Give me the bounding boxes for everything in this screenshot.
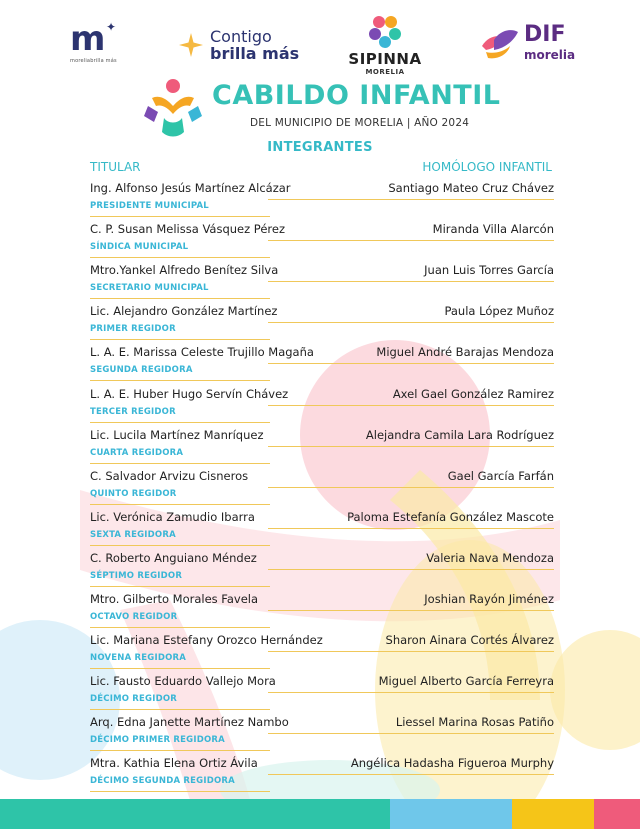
sipinna-flower-icon — [367, 14, 403, 48]
titular-name: C. Salvador Arvizu Cisneros — [90, 468, 249, 483]
sipinna-logo — [350, 14, 420, 76]
member-row — [0, 633, 640, 674]
cargo-label: TERCER REGIDOR — [90, 406, 176, 417]
titular-name: C. P. Susan Melissa Vásquez Pérez — [90, 222, 285, 237]
divider-line — [90, 586, 270, 587]
member-row — [0, 304, 640, 345]
cargo-label: NOVENA REGIDORA — [90, 653, 187, 664]
dif-line2: morelia — [524, 48, 576, 62]
morelia-logo — [70, 19, 117, 64]
divider-line — [90, 380, 270, 381]
divider-line — [268, 199, 554, 200]
divider-line — [90, 627, 270, 628]
morelia-mark: m — [70, 19, 106, 59]
titular-name: Ing. Alfonso Jesús Martínez Alcázar — [90, 181, 291, 195]
divider-line — [90, 545, 270, 546]
cargo-label: QUINTO REGIDOR — [90, 488, 177, 499]
divider-line — [268, 322, 554, 323]
member-row — [0, 181, 640, 222]
member-row — [0, 222, 640, 263]
member-row — [0, 510, 640, 551]
member-row — [0, 428, 640, 469]
homologo-name: Paula López Muñoz — [444, 304, 554, 319]
homologo-name: Santiago Mateo Cruz Chávez — [388, 181, 554, 195]
divider-line — [268, 281, 554, 282]
cargo-label: SÉPTIMO REGIDOR — [90, 570, 183, 581]
divider-line — [90, 463, 270, 464]
title-block — [140, 74, 500, 144]
footer-segment-yellow — [512, 799, 594, 829]
homologo-name: Alejandra Camila Lara Rodríguez — [365, 427, 554, 442]
homologo-name: Sharon Ainara Cortés Álvarez — [385, 633, 554, 648]
member-row — [0, 387, 640, 428]
cargo-label: DÉCIMO SEGUNDA REGIDORA — [90, 776, 235, 787]
homologo-name: Juan Luis Torres García — [424, 263, 554, 278]
sipinna-name: SIPINNA — [348, 50, 422, 68]
cargo-label: PRIMER REGIDOR — [90, 324, 176, 335]
titular-name: Lic. Verónica Zamudio Ibarra — [90, 509, 255, 524]
titular-name: Lic. Alejandro González Martínez — [90, 304, 278, 319]
dif-morelia-logo — [480, 24, 575, 64]
section-heading: INTEGRANTES — [267, 140, 373, 155]
homologo-name: Axel Gael González Ramirez — [392, 386, 554, 401]
titular-name: C. Roberto Anguiano Méndez — [90, 550, 257, 565]
divider-line — [90, 668, 270, 669]
contigo-line2: brilla más — [210, 44, 300, 63]
titular-name: Mtro.Yankel Alfredo Benítez Silva — [90, 263, 279, 278]
member-row — [0, 469, 640, 510]
footer-segment-teal — [0, 799, 390, 829]
divider-line — [90, 504, 270, 505]
divider-line — [90, 750, 270, 751]
sparkle-icon — [178, 32, 204, 58]
titular-name: Mtra. Kathia Elena Ortiz Ávila — [90, 756, 258, 771]
cargo-label: SEXTA REGIDORA — [90, 529, 176, 540]
divider-line — [90, 791, 270, 792]
children-icon — [140, 76, 206, 142]
divider-line — [90, 298, 270, 299]
divider-line — [268, 487, 554, 488]
divider-line — [268, 363, 554, 364]
member-row — [0, 715, 640, 756]
morelia-tagline: moreliabrilla más — [70, 58, 117, 64]
cargo-label: DÉCIMO REGIDOR — [90, 694, 178, 705]
homologo-name: Gael García Farfán — [447, 468, 554, 483]
homologo-name: Miranda Villa Alarcón — [432, 222, 554, 237]
dif-line1: DIF — [524, 22, 566, 47]
divider-line — [268, 651, 554, 652]
divider-line — [90, 257, 270, 258]
divider-line — [268, 733, 554, 734]
cargo-label: SECRETARIO MUNICIPAL — [90, 283, 209, 294]
divider-line — [268, 692, 554, 693]
footer-segment-pink — [594, 799, 640, 829]
homologo-name: Angélica Hadasha Figueroa Murphy — [350, 756, 554, 771]
contigo-line1: Contigo — [210, 27, 272, 46]
member-row — [0, 756, 640, 797]
titular-name: Lic. Lucila Martínez Manríquez — [90, 427, 264, 442]
member-row — [0, 263, 640, 304]
divider-line — [90, 422, 270, 423]
divider-line — [268, 405, 554, 406]
homologo-name: Liessel Marina Rosas Patiño — [395, 715, 554, 730]
member-row — [0, 674, 640, 715]
footer-color-bar — [0, 799, 640, 829]
column-header-homologo: HOMÓLOGO INFANTIL — [422, 160, 552, 174]
divider-line — [268, 240, 554, 241]
footer-segment-blue — [390, 799, 512, 829]
page-subtitle: DEL MUNICIPIO DE MORELIA | AÑO 2024 — [250, 117, 470, 129]
cargo-label: SEGUNDA REGIDORA — [90, 365, 193, 376]
cargo-label: OCTAVO REGIDOR — [90, 612, 178, 622]
divider-line — [268, 569, 554, 570]
divider-line — [90, 216, 270, 217]
member-row — [0, 345, 640, 386]
homologo-name: Joshian Rayón Jiménez — [424, 592, 554, 606]
titular-name: L. A. E. Huber Hugo Servín Chávez — [90, 386, 289, 401]
dif-bird-icon — [480, 28, 520, 60]
titular-name: Mtro. Gilberto Morales Favela — [90, 592, 259, 606]
homologo-name: Paloma Estefanía González Mascote — [347, 509, 554, 524]
cargo-label: DÉCIMO PRIMER REGIDORA — [90, 735, 225, 746]
divider-line — [90, 339, 270, 340]
homologo-name: Miguel Alberto García Ferreyra — [378, 674, 554, 689]
divider-line — [268, 528, 554, 529]
sipinna-sub: MORELIA — [365, 68, 405, 76]
titular-name: Lic. Fausto Eduardo Vallejo Mora — [90, 674, 276, 689]
divider-line — [268, 610, 554, 611]
homologo-name: Miguel André Barajas Mendoza — [376, 345, 554, 360]
member-row — [0, 551, 640, 592]
page-title: CABILDO INFANTIL — [212, 80, 501, 111]
titular-name: L. A. E. Marissa Celeste Trujillo Magaña — [90, 345, 314, 360]
divider-line — [268, 446, 554, 447]
contigo-brilla-mas-logo — [178, 28, 299, 62]
member-row — [0, 592, 640, 633]
cargo-label: SÍNDICA MUNICIPAL — [90, 242, 189, 253]
star-icon: ✦ — [106, 20, 117, 34]
homologo-name: Valeria Nava Mendoza — [426, 550, 554, 565]
titular-name: Lic. Mariana Estefany Orozco Hernández — [90, 633, 323, 648]
titular-name: Arq. Edna Janette Martínez Nambo — [90, 715, 289, 730]
column-header-titular: TITULAR — [90, 160, 141, 174]
cargo-label: CUARTA REGIDORA — [90, 447, 184, 458]
cargo-label: PRESIDENTE MUNICIPAL — [90, 201, 209, 211]
divider-line — [90, 709, 270, 710]
divider-line — [268, 774, 554, 775]
